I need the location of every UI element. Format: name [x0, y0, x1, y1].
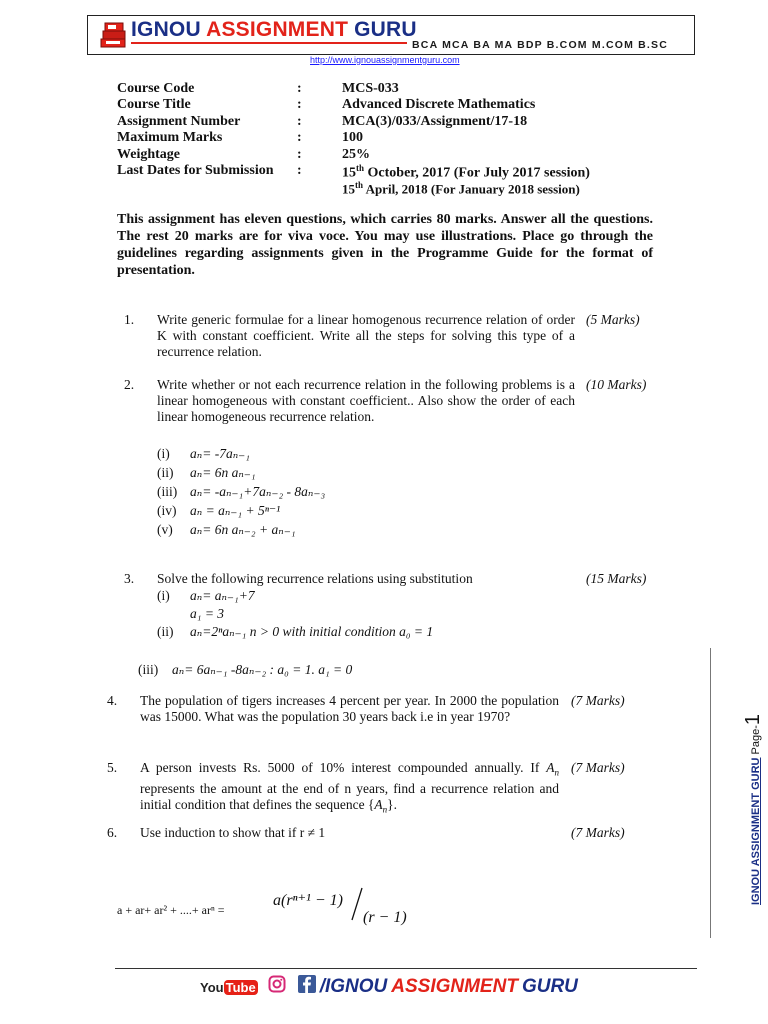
side-divider	[710, 648, 711, 938]
book-stack-icon	[99, 19, 129, 56]
q5-var-sub: n	[554, 767, 559, 778]
question-number: 6.	[107, 825, 118, 840]
meta-colon: :	[297, 130, 302, 145]
website-link[interactable]: http://www.ignouassignmentguru.com	[310, 55, 460, 65]
question-number: 2.	[124, 377, 135, 392]
brand-underline	[131, 42, 407, 44]
q5-text-end: }.	[387, 796, 398, 812]
question-marks: (10 Marks)	[586, 377, 647, 392]
sub-label: (ii)	[157, 465, 174, 480]
sub-equation: aₙ= 6n aₙ₋₁	[190, 465, 256, 480]
maximum-marks-value: 100	[342, 130, 363, 145]
formula-numerator: a(rⁿ⁺¹ − 1)	[273, 892, 343, 909]
sub-label: (i)	[157, 588, 170, 603]
sub-equation: aₙ= -aₙ₋₁+7aₙ₋₂ - 8aₙ₋₃	[190, 484, 326, 499]
footer-handle-mid: ASSIGNMENT	[391, 976, 518, 997]
submission-date-2	[342, 180, 580, 197]
sub-equation: aₙ=2ⁿaₙ₋₁ n > 0 with initial condition a₀ = 1	[190, 624, 434, 639]
footer-handle-pre: /IGNOU	[319, 976, 388, 997]
date2-sup: th	[355, 180, 364, 190]
sub-label: (i)	[157, 446, 170, 461]
date1-rest: October, 2017 (For July 2017 session)	[367, 165, 590, 181]
formula-slash	[350, 886, 364, 927]
youtube-icon[interactable]	[200, 980, 258, 995]
question-marks: (7 Marks)	[571, 693, 625, 708]
meta-colon: :	[297, 97, 302, 112]
side-brand-label	[742, 714, 765, 905]
q5-var: A	[374, 796, 383, 812]
formula-left: a + ar+ ar² + ....+ arⁿ =	[117, 903, 225, 917]
sub-equation: aₙ = aₙ₋₁ + 5ⁿ⁻¹	[190, 503, 281, 518]
maximum-marks-label: Maximum Marks	[117, 130, 223, 145]
sub-label: (iii)	[138, 662, 159, 677]
youtube-tube: Tube	[225, 979, 256, 995]
question-number: 1.	[124, 312, 135, 327]
meta-colon: :	[297, 114, 302, 129]
assignment-number-value: MCA(3)/033/Assignment/17-18	[342, 114, 528, 129]
sub-equation: aₙ= 6aₙ₋₁ -8aₙ₋₂ : a₀ = 1. a₁ = 0	[172, 662, 353, 677]
meta-colon: :	[297, 147, 302, 162]
assignment-number-label: Assignment Number	[117, 114, 241, 129]
question-text	[140, 760, 559, 817]
question-text: Write whether or not each recurrence relation in the following problems is a linear homogeneous with constant coefficient.. Also show the order of each linear homogeneous recurrence relation.	[157, 377, 575, 424]
youtube-you: You	[200, 979, 224, 995]
sub-label: (v)	[157, 522, 173, 537]
question-text: The population of tigers increases 4 percent per year. In 2000 the population was 15000. What was the population 30 years back i.e in year 1970?	[140, 693, 559, 724]
question-number: 5.	[107, 760, 118, 775]
sub-equation: aₙ= aₙ₋₁+7	[190, 588, 255, 603]
page-number: 1	[742, 713, 764, 726]
date2-day: 15	[342, 181, 355, 197]
date1-sup: th	[356, 163, 365, 173]
brand-part-2: ASSIGNMENT	[206, 18, 349, 41]
date2-rest: April, 2018 (For January 2018 session)	[365, 181, 580, 197]
side-page-label: Page-	[750, 725, 762, 755]
q5-text-pre: A person invests Rs. 5000 of 10% interest compounded annually. If	[140, 760, 540, 775]
submission-date-1	[342, 163, 590, 182]
intro-paragraph: This assignment has eleven questions, which carries 80 marks. Answer all the questions. The rest 20 marks are for viva voce. You may use illustrations. Place go through the guidelines regarding assignments given in the Programme Guide for the format of presentation.	[117, 212, 653, 278]
footer-divider	[115, 968, 697, 969]
weightage-label: Weightage	[117, 147, 180, 162]
submission-date-label: Last Dates for Submission	[117, 163, 274, 178]
question-text: Write generic formulae for a linear homogenous recurrence relation of order K with constant coefficient. Write all the steps for solving this type of a recurrence relation.	[157, 312, 575, 359]
footer-handle-post: GURU	[521, 976, 578, 997]
formula-denominator: (r − 1)	[363, 909, 407, 926]
question-marks: (7 Marks)	[571, 825, 625, 840]
question-number: 4.	[107, 693, 118, 708]
meta-colon: :	[297, 81, 302, 96]
instagram-icon[interactable]	[268, 975, 286, 999]
course-title-label: Course Title	[117, 97, 191, 112]
footer-social	[200, 975, 578, 999]
brand-title	[131, 18, 417, 42]
weightage-value: 25%	[342, 147, 370, 162]
question-marks: (5 Marks)	[586, 312, 640, 327]
course-list: BCA MCA BA MA BDP B.COM M.COM B.SC	[412, 39, 669, 51]
brand-part-1: IGNOU	[131, 18, 207, 41]
sub-equation: a₁ = 3	[190, 606, 225, 621]
question-marks: (7 Marks)	[571, 760, 625, 775]
question-text: Use induction to show that if r ≠ 1	[140, 825, 326, 840]
sub-equation: aₙ= 6n aₙ₋₂ + aₙ₋₁	[190, 522, 296, 537]
question-number: 3.	[124, 571, 135, 586]
date1-day: 15	[342, 165, 356, 181]
sub-label: (iv)	[157, 503, 177, 518]
q5-var: A	[546, 760, 555, 775]
sub-label: (iii)	[157, 484, 178, 499]
facebook-icon[interactable]	[298, 975, 316, 999]
question-marks: (15 Marks)	[586, 571, 647, 586]
course-code-value: MCS-033	[342, 81, 399, 96]
brand-part-3: GURU	[348, 18, 417, 41]
course-code-label: Course Code	[117, 81, 195, 96]
q5-var-sub: n	[382, 804, 388, 815]
meta-colon: :	[297, 163, 302, 178]
q5-text-post: represents the amount at the end of n years, find a recurrence relation and initial condition that defines the sequence {	[140, 780, 559, 812]
question-text: Solve the following recurrence relations using substitution	[157, 571, 473, 586]
side-brand: IGNOU ASSIGNMENT GURU	[750, 757, 762, 905]
sub-equation: aₙ= -7aₙ₋₁	[190, 446, 250, 461]
course-title-value: Advanced Discrete Mathematics	[342, 97, 536, 112]
sub-label: (ii)	[157, 624, 174, 639]
